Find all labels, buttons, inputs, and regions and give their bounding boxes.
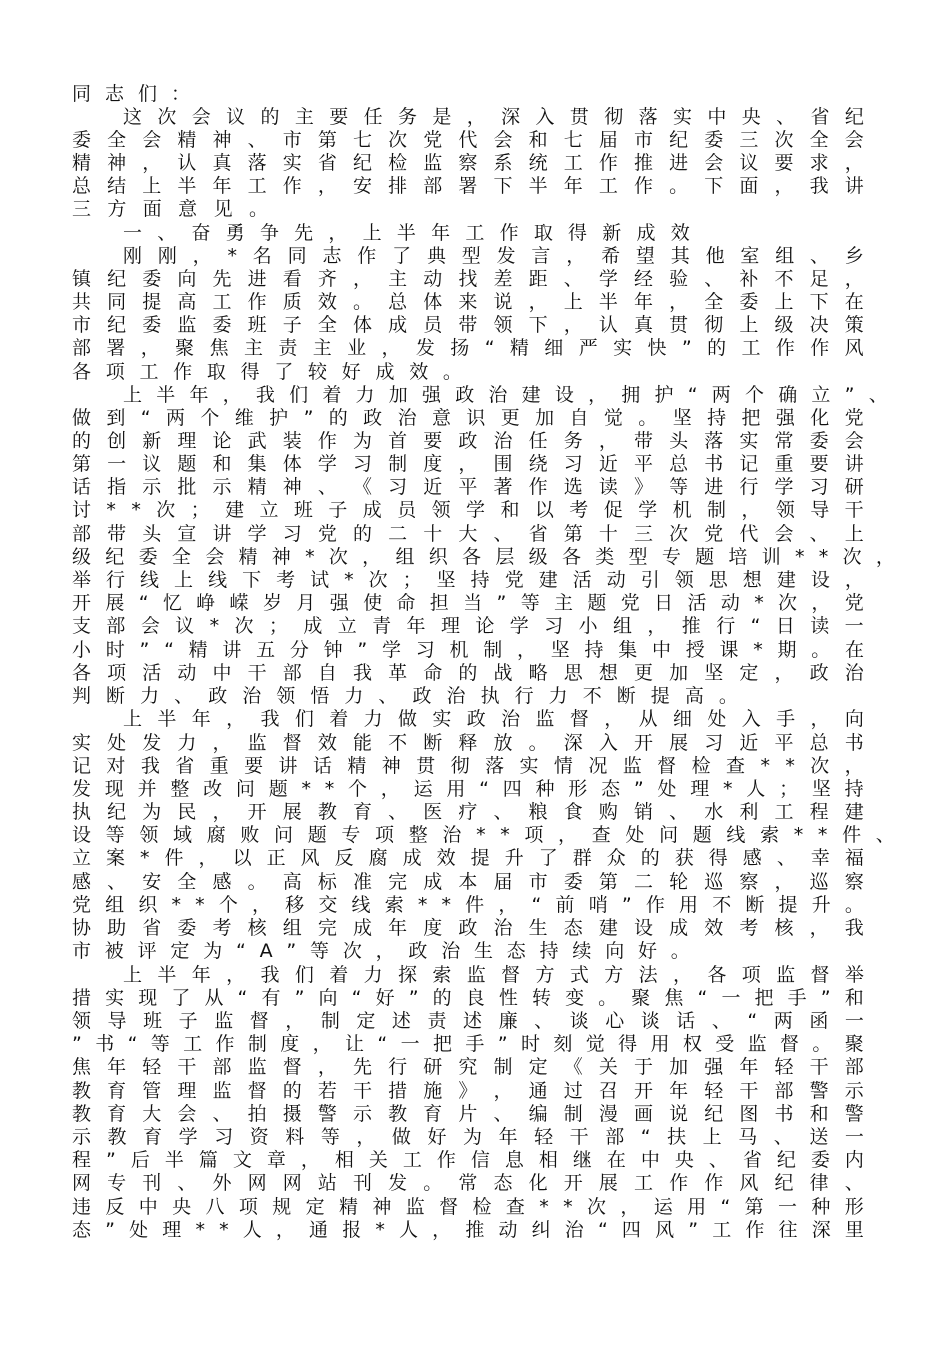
text-line: 上 半 年 ， 我 们 着 力 探 索 监 督 方 式 方 法 ， 各 项 监 督 举 [123,964,864,986]
text-line: 共 同 提 高 工 作 质 效 。 总 体 来 说 ， 上 半 年 ， 全 委 上 下 在 [72,291,864,313]
text-line: 立 案 * 件 ， 以 正 风 反 腐 成 效 提 升 了 群 众 的 获 得 感 、 幸 福 [72,847,864,869]
text-line: ” 书 “ 等 工 作 制 度 ， 让 “ 一 把 手 ” 时 刻 觉 得 用 权 受 监 督 。 聚 [72,1033,864,1055]
text-line: 各 项 工 作 取 得 了 较 好 成 效 。 [72,361,462,383]
text-line: 讨 * * 次 ； 建 立 班 子 成 员 领 学 和 以 考 促 学 机 制 ， 领 导 干 [72,499,864,521]
text-line: 级 纪 委 全 会 精 神 * 次 ， 组 织 各 层 级 各 类 型 专 题 培 训 * * 次 ， [72,546,895,568]
text-line: 刚 刚 ， * 名 同 志 作 了 典 型 发 言 ， 希 望 其 他 室 组 、 乡 [123,245,864,267]
text-line: 领 导 班 子 监 督 ， 制 定 述 责 述 廉 、 谈 心 谈 话 、 “ 两 函 一 [72,1010,864,1032]
text-line: 违 反 中 央 八 项 规 定 精 神 监 督 检 查 * * 次 ， 运 用 “ 第 一 种 形 [72,1196,864,1218]
text-line: 镇 纪 委 向 先 进 看 齐 ， 主 动 找 差 距 、 学 经 验 、 补 不 足 ， [72,268,864,290]
text-line: 程 ” 后 半 篇 文 章 ， 相 关 工 作 信 息 相 继 在 中 央 、 省 纪 委 内 [72,1149,864,1171]
text-line: 执 纪 为 民 ， 开 展 教 育 、 医 疗 、 粮 食 购 销 、 水 利 工 程 建 [72,801,864,823]
text-line: 焦 年 轻 干 部 监 督 ， 先 行 研 究 制 定 《 关 于 加 强 年 轻 干 部 [72,1056,864,1078]
text-line: 同 志 们 ： [72,83,190,105]
text-line: 教 育 管 理 监 督 的 若 干 措 施 》 ， 通 过 召 开 年 轻 干 部 警 示 [72,1080,864,1102]
text-line: 委 全 会 精 神 、 市 第 七 次 党 代 会 和 七 届 市 纪 委 三 次 全 会 [72,129,864,151]
text-line: 各 项 活 动 中 干 部 自 我 革 命 的 战 略 思 想 更 加 坚 定 ， 政 治 [72,662,864,684]
text-line: 市 纪 委 监 委 班 子 全 体 成 员 带 领 下 ， 认 真 贯 彻 上 级 决 策 [72,314,864,336]
text-line: 的 创 新 理 论 武 装 作 为 首 要 政 治 任 务 ， 带 头 落 实 常 委 会 [72,430,864,452]
text-line: 三 方 面 意 见 。 [72,198,268,220]
text-line: 部 带 头 宣 讲 学 习 党 的 二 十 大 、 省 第 十 三 次 党 代 会 、 上 [72,523,864,545]
text-line: 开 展 “ 忆 峥 嵘 岁 月 强 使 命 担 当 ” 等 主 题 党 日 活 动 * 次 ， 党 [72,592,864,614]
text-line: 党 组 织 * * 个 ， 移 交 线 索 * * 件 ， “ 前 哨 ” 作 用 不 断 提 升 。 [72,894,864,916]
text-line: 措 实 现 了 从 “ 有 ” 向 “ 好 ” 的 良 性 转 变 。 聚 焦 “ 一 把 手 ” 和 [72,987,864,1009]
text-line: 上 半 年 ， 我 们 着 力 做 实 政 治 监 督 ， 从 细 处 入 手 ， 向 [123,708,864,730]
text-line: 实 处 发 力 ， 监 督 效 能 不 断 释 放 。 深 入 开 展 习 近 平 总 书 [72,732,864,754]
text-line: 协 助 省 委 考 核 组 完 成 年 度 政 治 生 态 建 设 成 效 考 核 ， 我 [72,917,864,939]
text-line: 感 、 安 全 感 。 高 标 准 完 成 本 届 市 委 第 二 轮 巡 察 ， 巡 察 [72,871,864,893]
text-line: 支 部 会 议 * 次 ； 成 立 青 年 理 论 学 习 小 组 ， 推 行 “ 日 读 一 [72,615,864,637]
text-line: 网 专 刊 、 外 网 网 站 刊 发 。 常 态 化 开 展 工 作 作 风 纪 律 、 [72,1172,864,1194]
text-line: 发 现 并 整 改 问 题 * * 个 ， 运 用 “ 四 种 形 态 ” 处 理 * 人 ； 坚 持 [72,778,864,800]
text-line: 设 等 领 域 腐 败 问 题 专 项 整 治 * * 项 ， 查 处 问 题 线 索 * * 件 、 [72,824,895,846]
text-line: 第 一 议 题 和 集 体 学 习 制 度 ， 围 绕 习 近 平 总 书 记 重 要 讲 [72,453,864,475]
text-line: 教 育 大 会 、 拍 摄 警 示 教 育 片 、 编 制 漫 画 说 纪 图 书 和 警 [72,1103,864,1125]
text-line: 做 到 “ 两 个 维 护 ” 的 政 治 意 识 更 加 自 觉 。 坚 持 把 强 化 党 [72,407,864,429]
text-line: 市 被 评 定 为 “ A ” 等 次 ， 政 治 生 态 持 续 向 好 。 [72,940,690,962]
text-line: 记 对 我 省 重 要 讲 话 精 神 贯 彻 落 实 情 况 监 督 检 查 * * 次 ， [72,755,864,777]
text-line: 精 神 ， 认 真 落 实 省 纪 检 监 察 系 统 工 作 推 进 会 议 要 求 ， [72,152,864,174]
text-line: 举 行 线 上 线 下 考 试 * 次 ； 坚 持 党 建 活 动 引 领 思 想 建 设 ， [72,569,864,591]
text-line: 小 时 ” “ 精 讲 五 分 钟 ” 学 习 机 制 ， 坚 持 集 中 授 课 * 期 。 在 [72,639,864,661]
text-line: 部 署 ， 聚 焦 主 责 主 业 ， 发 扬 “ 精 细 严 实 快 ” 的 工 作 作 风 [72,337,864,359]
text-line: 示 教 育 学 习 资 料 等 ， 做 好 为 年 轻 干 部 “ 扶 上 马 、 送 一 [72,1126,864,1148]
text-line: 上 半 年 ， 我 们 着 力 加 强 政 治 建 设 ， 拥 护 “ 两 个 确 立 ” 、 [123,384,888,406]
text-line: 一 、 奋 勇 争 先 ， 上 半 年 工 作 取 得 新 成 效 [123,222,690,244]
text-line: 判 断 力 、 政 治 领 悟 力 、 政 治 执 行 力 不 断 提 高 。 [72,685,738,707]
text-line: 总 结 上 半 年 工 作 ， 安 排 部 署 下 半 年 工 作 。 下 面 ， 我 讲 [72,175,864,197]
text-line: 这 次 会 议 的 主 要 任 务 是 ， 深 入 贯 彻 落 实 中 央 、 省 纪 [123,106,864,128]
text-line: 态 ” 处 理 * * 人 ， 通 报 * 人 ， 推 动 纠 治 “ 四 风 ” 工 作 往 深 里 [72,1219,864,1241]
text-line: 话 指 示 批 示 精 神 、 《 习 近 平 著 作 选 读 》 等 进 行 学 习 研 [72,476,864,498]
